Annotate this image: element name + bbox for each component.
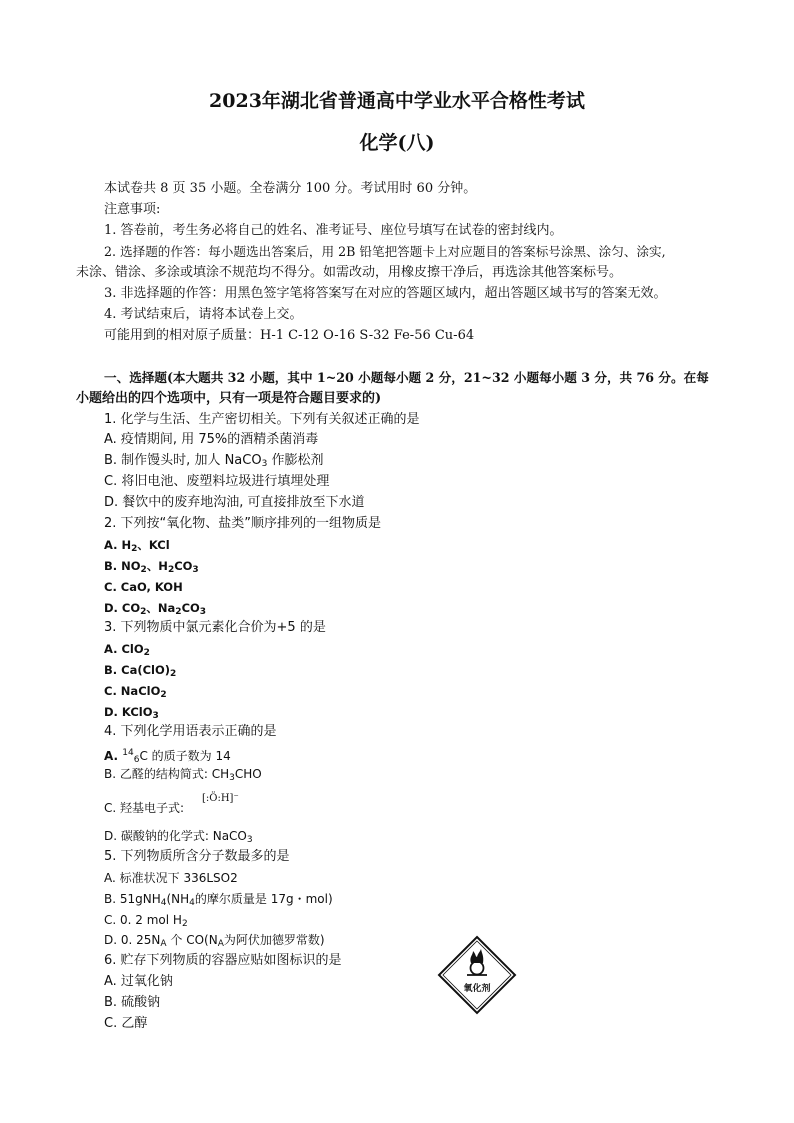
note-3: 3. 非选择题的作答：用黑色签字笔将答案写在对应的答题区域内，超出答题区域书写的答案无效。 (104, 286, 667, 301)
q3-option-d: D. KClO$_3$ (104, 705, 159, 721)
exam-subtitle: 化学(八) (359, 132, 435, 154)
note-2a: 2. 选择题的作答：每小题选出答案后，用 2B 铅笔把答题卡上对应题目的答案标号涂黑、涂匀、涂实, (104, 244, 666, 259)
q3-option-c: C. NaClO$_2$ (104, 684, 167, 700)
intro-line: 本试卷共 8 页 35 小题。全卷满分 100 分。考试用时 60 分钟。 (104, 181, 477, 196)
exam-title: 2023年湖北省普通高中学业水平合格性考试 (209, 90, 585, 112)
q4-option-b: B. 乙醛的结构简式: $CH_3CHO$ (104, 767, 262, 783)
q5-option-c: C. 0. 2 mol $H_2$ (104, 913, 188, 929)
section-heading: 一、选择题(本大题共 32 小题，其中 1~20 小题每小题 2 分，21~32 小题每小题 3 分，共 76 分。在每 (104, 370, 709, 385)
q2-option-d: D. $CO_2$、$Na_2CO_3$ (104, 601, 207, 617)
section-heading-cont: 小题给出的四个选项中，只有一项是符合题目要求的) (76, 391, 382, 406)
q5-option-b: B. $51gNH_4(NH_4$的摩尔质量是 17g・mol) (104, 892, 333, 908)
q1-option-a: A. 疫情期间, 用 75%的酒精杀菌消毒 (104, 432, 319, 447)
q3-option-a: A. ClO$_2$ (104, 642, 150, 658)
q4-option-a: A. $^{14}_6$C 的质子数为 14 (104, 748, 231, 765)
hydroxyl-electron-formula: [:Ö:H]⁻ (202, 793, 239, 804)
q4-option-d: D. 碳酸钠的化学式: NaCO$_3$ (104, 829, 253, 845)
note-4: 4. 考试结束后，请将本试卷上交。 (104, 307, 303, 322)
q6-stem: 6. 贮存下列物质的容器应贴如图标识的是 (104, 953, 342, 968)
q1-option-d: D. 餐饮中的废弃地沟油, 可直接排放至下水道 (104, 495, 365, 510)
q5-stem: 5. 下列物质所含分子数最多的是 (104, 849, 290, 864)
oxidizer-hazard-sign (437, 935, 517, 1015)
q2-option-b: B. $NO_2$、$H_2CO_3$ (104, 559, 199, 575)
q3-stem: 3. 下列物质中氯元素化合价为+5 的是 (104, 620, 326, 635)
q1-option-b: B. 制作馒头时, 加人 NaCO$_3$ 作膨松剂 (104, 453, 324, 469)
q1-stem: 1. 化学与生活、生产密切相关。下列有关叙述正确的是 (104, 412, 420, 427)
q6-option-c: C. 乙醇 (104, 1016, 148, 1031)
q2-option-c: C. CaO, KOH (104, 580, 183, 594)
q6-option-a: A. 过氧化钠 (104, 974, 173, 989)
hazard-label: 氧化剂 (463, 984, 491, 994)
atomic-masses: 可能用到的相对原子质量：H-1 C-12 O-16 S-32 Fe-56 Cu-64 (104, 328, 475, 343)
note-2b: 未涂、错涂、多涂或填涂不规范均不得分。如需改动，用橡皮擦干净后，再选涂其他答案标号。 (76, 265, 623, 280)
q5-option-a: A. 标准状况下 336LSO2 (104, 871, 238, 885)
q2-stem: 2. 下列按“氧化物、盐类”顺序排列的一组物质是 (104, 516, 382, 531)
q1-option-c: C. 将旧电池、废塑料垃圾进行填埋处理 (104, 474, 330, 489)
q3-option-b: B. $Ca(ClO)_2$ (104, 663, 177, 679)
q4-stem: 4. 下列化学用语表示正确的是 (104, 724, 277, 739)
notes-title: 注意事项: (104, 202, 161, 217)
q4-option-c: C. 羟基电子式: (104, 801, 185, 815)
q5-option-d: D. 0. $25N_A$ 个 $CO(N_A$为阿伏加德罗常数) (104, 933, 325, 949)
q6-option-b: B. 硫酸钠 (104, 995, 161, 1010)
note-1: 1. 答卷前，考生务必将自己的姓名、准考证号、座位号填写在试卷的密封线内。 (104, 223, 563, 238)
q2-option-a: A. $H_2$、KCl (104, 538, 170, 554)
